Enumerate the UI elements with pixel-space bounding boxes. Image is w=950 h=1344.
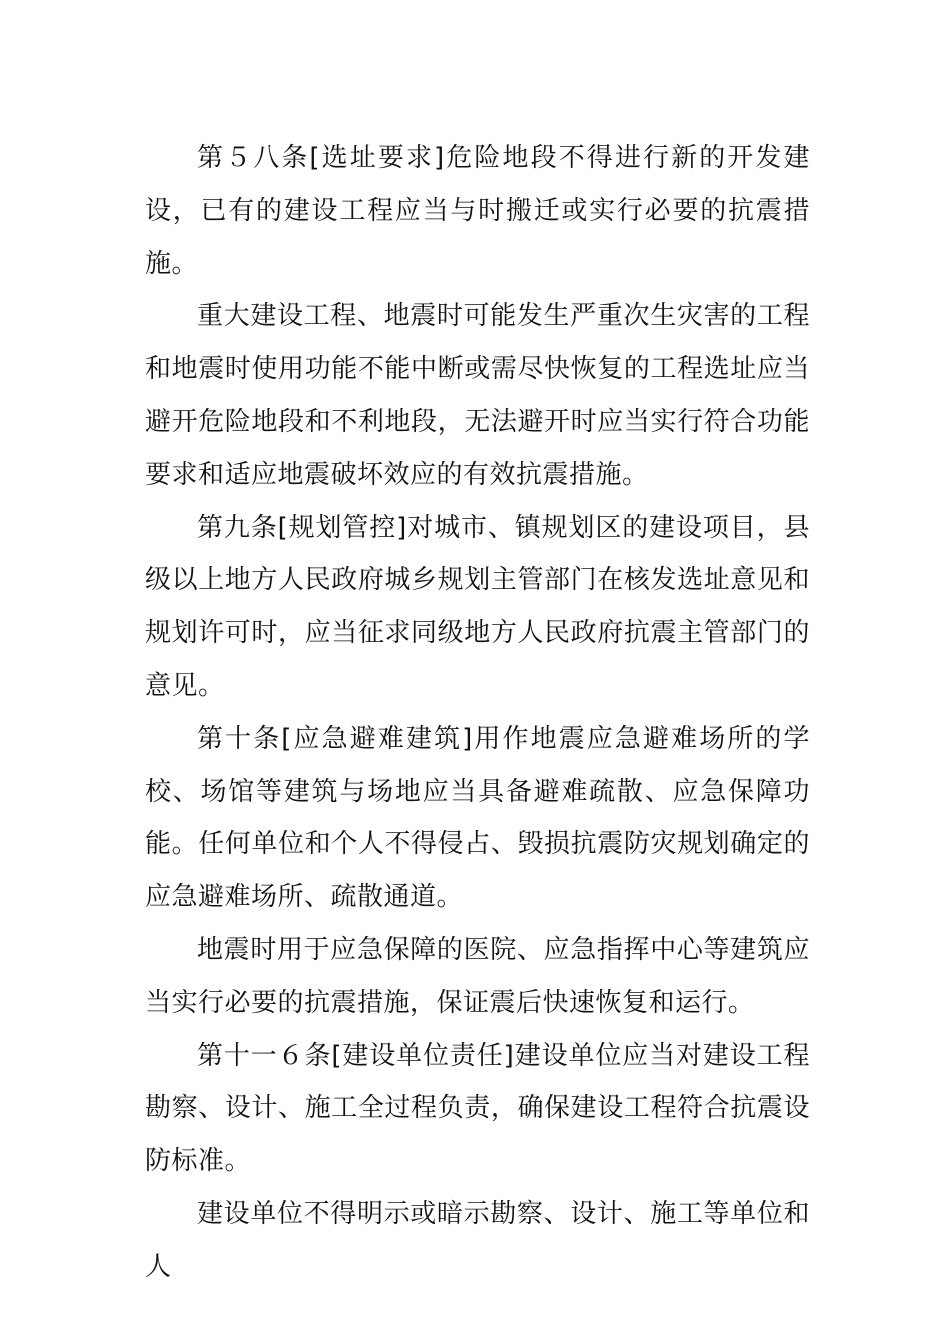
paragraph-article-9: 第九条[规划管控]对城市、镇规划区的建设项目，县级以上地方人民政府城乡规划主管部门在核发选址意见和规划许可时，应当征求同级地方人民政府抗震主管部门的意见。: [145, 512, 810, 701]
paragraph-major-projects: 重大建设工程、地震时可能发生严重次生灾害的工程和地震时使用功能不能中断或需尽快恢复的工程选址应当避开危险地段和不利地段，无法避开时应当实行符合功能要求和适应地震破坏效应的有效抗震措施。: [145, 301, 810, 490]
paragraph-article-8: 第５八条[选址要求]危险地段不得进行新的开发建设，已有的建设工程应当与时搬迁或实行必要的抗震措施。: [145, 143, 810, 279]
paragraph-article-11: 第十一６条[建设单位责任]建设单位应当对建设工程勘察、设计、施工全过程负责，确保建设工程符合抗震设防标准。: [145, 1040, 810, 1177]
paragraph-emergency-buildings: 地震时用于应急保障的医院、应急指挥中心等建筑应当实行必要的抗震措施，保证震后快速恢复和运行。: [145, 934, 810, 1018]
paragraph-builder-prohibition: 建设单位不得明示或暗示勘察、设计、施工等单位和人: [145, 1198, 810, 1282]
paragraph-article-10: 第十条[应急避难建筑]用作地震应急避难场所的学校、场馆等建筑与场地应当具备避难疏散、应急保障功能。任何单位和个人不得侵占、毁损抗震防灾规划确定的应急避难场所、疏散通道。: [145, 723, 810, 913]
document-body: [145, 132, 810, 1294]
